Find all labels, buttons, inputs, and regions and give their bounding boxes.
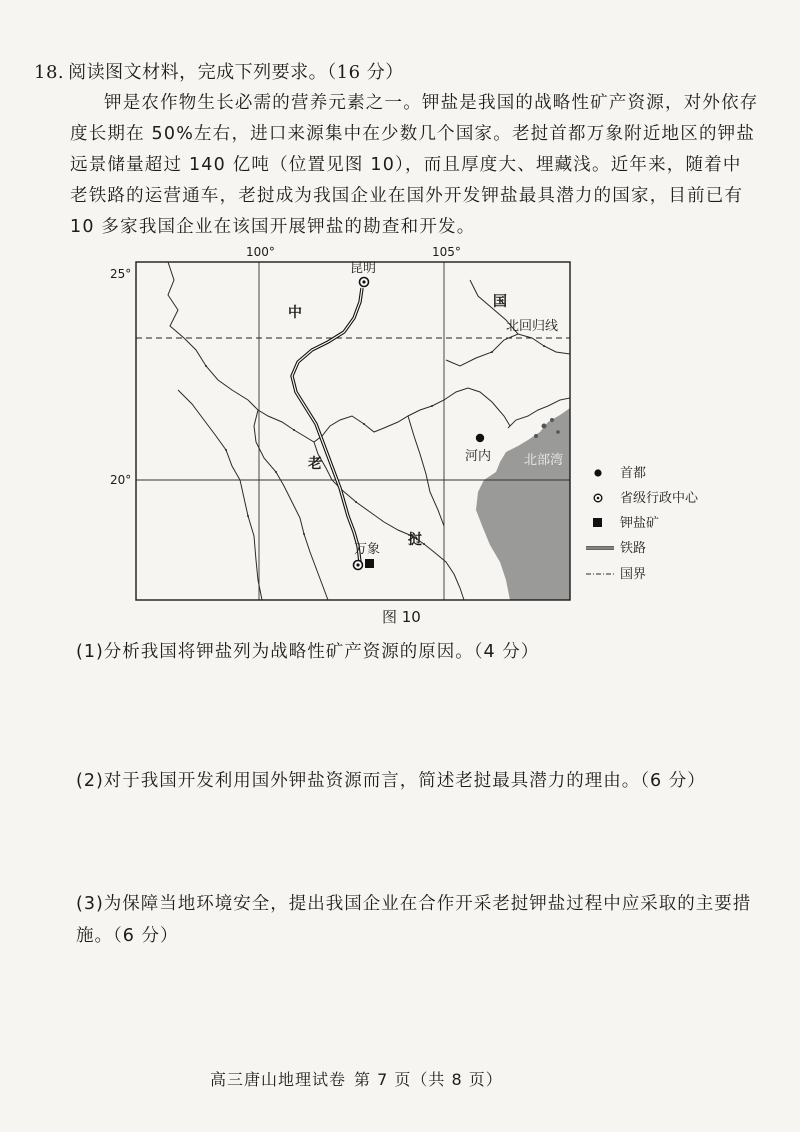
lon-label-105: 105°	[432, 245, 461, 259]
sub-question-3: (3)为保障当地环境安全，提出我国企业在合作开采老挝钾盐过程中应采取的主要措施。（6 分）	[76, 894, 752, 946]
laos-label-2: 挝	[408, 532, 422, 548]
lat-label-25: 25°	[110, 267, 132, 281]
legend-potash-label: 钾盐矿	[620, 516, 660, 531]
page-number: 第 7 页（共 8 页）	[354, 1070, 503, 1089]
sea-area	[476, 408, 570, 600]
china-laos-railway	[292, 288, 362, 562]
question-title: 阅读图文材料，完成下列要求。（16 分）	[68, 62, 404, 83]
legend-capital-label: 首都	[620, 466, 647, 481]
map-figure	[108, 240, 748, 610]
exam-name: 高三唐山地理试卷	[210, 1070, 347, 1089]
lon-label-100: 100°	[246, 245, 275, 259]
map-legend	[586, 465, 699, 582]
map-svg	[108, 240, 748, 610]
page-footer	[210, 1067, 511, 1090]
vientiane-label: 万象	[354, 542, 381, 557]
tropic-label: 北回归线	[506, 319, 559, 334]
legend-capital-symbol	[594, 469, 601, 476]
china-label-1: 中	[288, 305, 302, 321]
china-label-2: 国	[493, 294, 507, 310]
hanoi-label: 河内	[465, 449, 492, 464]
hanoi-marker	[476, 434, 484, 442]
legend-border-label: 国界	[620, 567, 647, 582]
lat-label-20: 20°	[110, 473, 132, 487]
kunming-label: 昆明	[350, 261, 377, 276]
question-header	[34, 58, 404, 84]
sub-question-2: (2)对于我国开发利用国外钾盐资源而言，简述老挝最具潜力的理由。（6 分）	[76, 771, 706, 791]
gulf-label: 北部湾	[524, 453, 564, 468]
legend-potash-symbol	[593, 518, 602, 527]
question-number: 18.	[34, 62, 65, 83]
potash-mine-marker	[365, 559, 374, 568]
figure-caption: 图 10	[382, 608, 421, 626]
material-paragraph: 钾是农作物生长必需的营养元素之一。钾盐是我国的战略性矿产资源，对外依存度长期在 50%左右，进口来源集中在少数几个国家。老挝首都万象附近地区的钾盐远景储量超过 140 亿吨（位置见图 10），而且厚度大、埋藏浅。近年来，随着中老铁路的运营通车，老挝成为我国企业在国外开发钾盐最具潜力的国家，目前已有 10 多家我国企业在该国开展钾盐的勘查和开发。	[70, 93, 759, 237]
legend-provincial-label: 省级行政中心	[620, 491, 699, 506]
legend-railway-label: 铁路	[620, 541, 647, 556]
sub-question-1: (1)分析我国将钾盐列为战略性矿产资源的原因。（4 分）	[76, 642, 540, 662]
laos-label-1: 老	[308, 456, 322, 472]
